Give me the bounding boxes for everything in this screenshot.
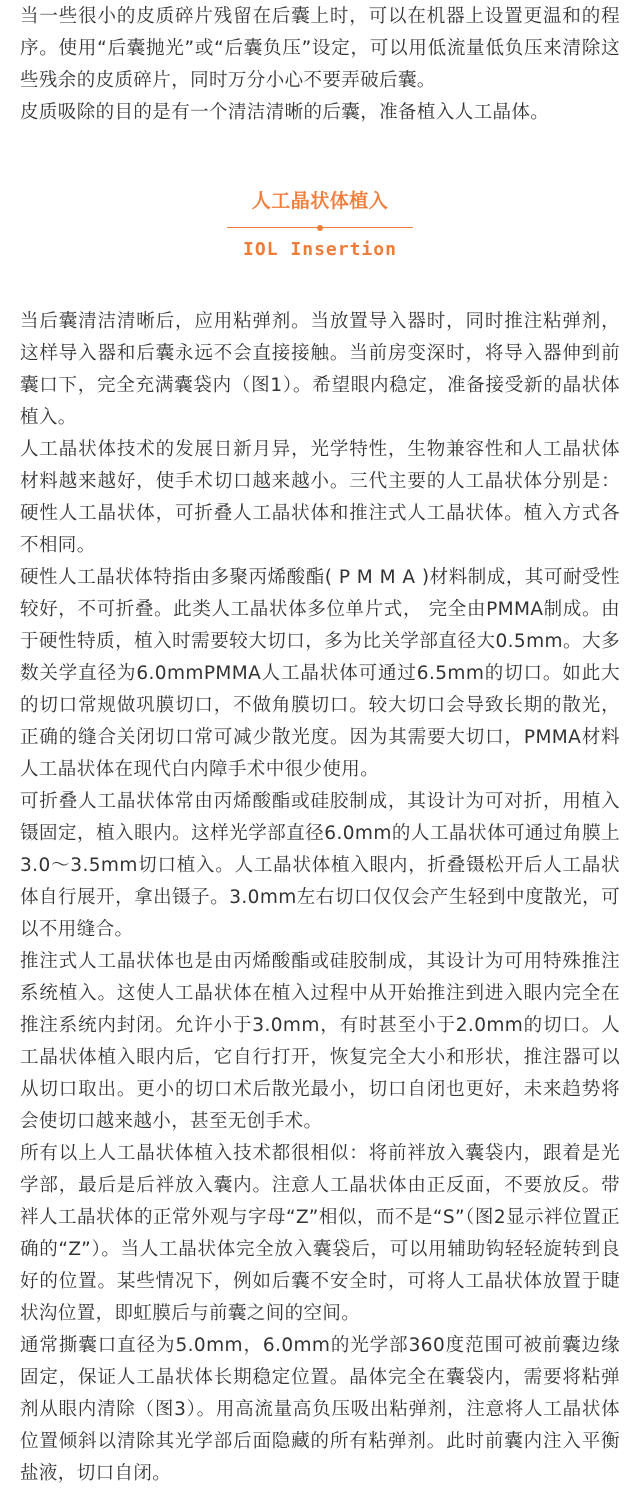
divider-dot-icon <box>317 225 323 231</box>
body-paragraph-2: 人工晶状体技术的发展日新月异，光学特性，生物兼容性和人工晶状体材料越来越好，使手术切口越来越小。三代主要的人工晶状体分别是：硬性人工晶状体，可折叠人工晶状体和推注式人工晶状体。植入方式各不相同。 <box>20 439 620 556</box>
body-paragraph-3: 硬性人工晶状体特指由多聚丙烯酸酯( P M M A )材料制成，其可耐受性较好，不可折叠。此类人工晶状体多位单片式， 完全由PMMA制成。由于硬性特质，植入时需要较大切口，多为比关学部直径大0.5mm。大多数关学直径为6.0mmPMMA人工晶状体可通过6.5mm的切口。如此大的切口常规做巩膜切口，不做角膜切口。较大切口会导致长期的散光，正确的缝合关闭切口常可减少散光度。因为其需要大切口，PMMA材料人工晶状体在现代白内障手术中很少使用。 <box>20 567 620 780</box>
section-title-cn: 人工晶状体植入 <box>251 190 389 212</box>
intro-section <box>0 0 640 129</box>
body-section <box>0 306 640 1490</box>
section-title-en: IOL Insertion <box>243 239 397 260</box>
heading-divider <box>227 227 413 228</box>
section-heading <box>0 187 640 262</box>
body-paragraph-6: 所有以上人工晶状体植入技术都很相似：将前袢放入囊袋内，跟着是光学部，最后是后袢放入囊内。注意人工晶状体由正反面，不要放反。带袢人工晶状体的正常外观与字母“Z”相似，而不是“S”（图2显示袢位置正确的“Z”）。当人工晶状体完全放入囊袋后，可以用辅助钩轻轻旋转到良好的位置。某些情况下，例如后囊不安全时，可将人工晶状体放置于睫状沟位置，即虹膜后与前囊之间的空间。 <box>20 1143 620 1324</box>
intro-paragraph-1: 当一些很小的皮质碎片残留在后囊上时，可以在机器上设置更温和的程序。使用“后囊抛光”或“后囊负压”设定，可以用低流量低负压来清除这些残余的皮质碎片，同时万分小心不要弄破后囊。 <box>20 6 620 91</box>
body-paragraph-4: 可折叠人工晶状体常由丙烯酸酯或硅胶制成，其设计为可对折，用植入镊固定，植入眼内。这样光学部直径6.0mm的人工晶状体可通过角膜上3.0～3.5mm切口植入。人工晶状体植入眼内，折叠镊松开后人工晶状体自行展开，拿出镊子。3.0mm左右切口仅仅会产生轻到中度散光，可以不用缝合。 <box>20 791 620 940</box>
body-paragraph-5: 推注式人工晶状体也是由丙烯酸酯或硅胶制成，其设计为可用特殊推注系统植入。这使人工晶状体在植入过程中从开始推注到进入眼内完全在推注系统内封闭。允许小于3.0mm，有时甚至小于2.0mm的切口。人工晶状体植入眼内后，它自行打开，恢复完全大小和形状，推注器可以从切口取出。更小的切口术后散光最小，切口自闭也更好，未来趋势将会使切口越来越小，甚至无创手术。 <box>20 951 620 1132</box>
body-paragraph-1: 当后囊清洁清晰后，应用粘弹剂。当放置导入器时，同时推注粘弹剂，这样导入器和后囊永远不会直接接触。当前房变深时，将导入器伸到前囊口下，完全充满囊袋内（图1）。希望眼内稳定，准备接受新的晶状体植入。 <box>20 311 620 428</box>
body-paragraph-7: 通常撕囊口直径为5.0mm，6.0mm的光学部360度范围可被前囊边缘固定，保证人工晶状体长期稳定位置。晶体完全在囊袋内，需要将粘弹剂从眼内清除（图3）。用高流量高负压吸出粘弹剂，注意将人工晶状体位置倾斜以清除其光学部后面隐藏的所有粘弹剂。此时前囊内注入平衡盐液，切口自闭。 <box>20 1335 620 1484</box>
intro-paragraph-2: 皮质吸除的目的是有一个清洁清晰的后囊，准备植入人工晶体。 <box>20 102 550 123</box>
